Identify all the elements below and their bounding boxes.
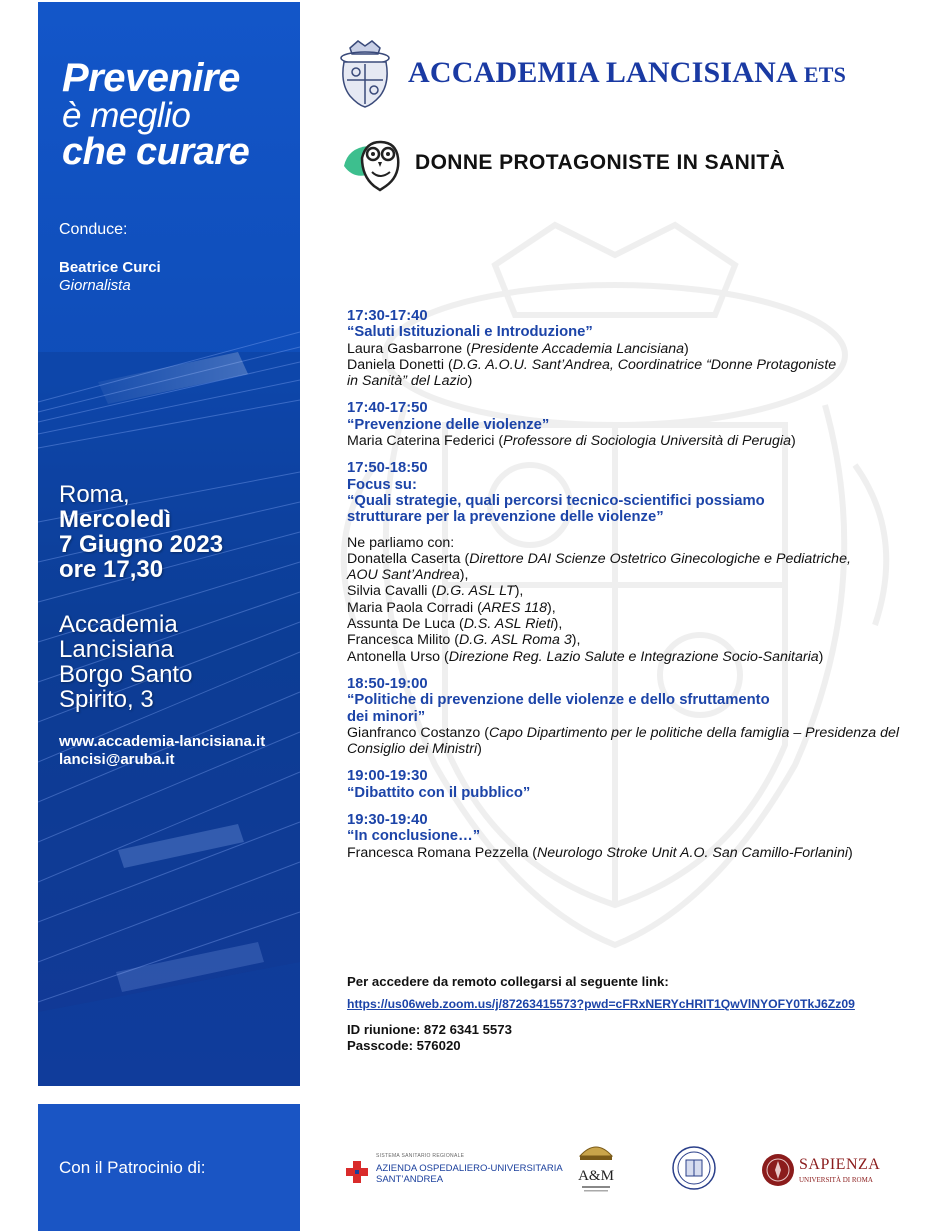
event-title: [62, 58, 249, 171]
session-title: “In conclusione…”: [347, 828, 481, 845]
speaker-role-end: ),: [553, 616, 563, 633]
event-title-line3: che curare: [62, 131, 250, 173]
session-time: 18:50-19:00: [347, 675, 428, 692]
speaker-role-end: ),: [547, 599, 556, 616]
email-link[interactable]: lancisi@aruba.it: [59, 751, 175, 768]
speaker-role-end: ),: [571, 632, 581, 649]
session-title: “Saluti Istituzionali e Introduzione”: [347, 324, 593, 341]
speaker-name: Antonella Urso (: [347, 648, 449, 665]
am-mark-text: A&M: [578, 1168, 614, 1184]
speaker-role: D.G. ASL LT: [436, 583, 515, 600]
speaker-name: Francesca Romana Pezzella (: [347, 844, 538, 861]
program-session-3: [347, 460, 922, 665]
speaker-role-end: ): [684, 340, 689, 357]
project-title: DONNE PROTAGONISTE IN SANITÀ: [415, 151, 786, 174]
speaker-role: Presidente Accademia Lancisiana: [470, 340, 685, 357]
session-time: 17:50-18:50: [347, 460, 428, 477]
speaker-continued: [347, 567, 922, 583]
event-time: ore 17,30: [59, 556, 164, 583]
event-day: 7 Giugno 2023: [59, 531, 224, 558]
speaker-role: D.G. A.O.U. Sant’Andrea, Coordinatrice “Donne Protagoniste: [452, 356, 837, 373]
speaker: [347, 341, 922, 357]
venue-line2: Lancisiana: [59, 636, 174, 663]
session-focus: Focus su:: [347, 476, 417, 493]
logo-accademia-medicina: [574, 1136, 618, 1194]
speaker-continued: [347, 741, 922, 757]
meeting-passcode: Passcode: 576020: [347, 1038, 461, 1053]
program-session-2: [347, 400, 922, 449]
speaker: [347, 583, 922, 599]
speaker-role: Consiglio dei Ministri: [347, 741, 478, 758]
owl-logo-icon: [340, 136, 402, 192]
speaker-role: Professore di Sociologia Università di Perugia: [503, 433, 791, 450]
remote-intro: Per accedere da remoto collegarsi al seguente link:: [347, 974, 669, 989]
speaker-role-end: ): [848, 844, 853, 861]
venue-line3: Borgo Santo: [59, 661, 193, 688]
host-role: Giornalista: [59, 277, 131, 294]
session-time: 17:40-17:50: [347, 400, 428, 417]
sapienza-subtitle: UNIVERSITÀ DI ROMA: [799, 1176, 873, 1184]
session-title-continued: dei minori”: [347, 708, 426, 725]
speaker: [347, 433, 922, 449]
event-date: [59, 482, 223, 582]
program-session-5: [347, 768, 922, 801]
speaker-role: Direzione Reg. Lazio Salute e Integrazione Socio-Sanitaria: [448, 648, 819, 665]
event-title-line1: Prevenire: [62, 56, 240, 100]
patronage-bar: [38, 1104, 300, 1231]
speaker-role: ARES 118: [481, 599, 548, 616]
speaker-name: Donatella Caserta (: [347, 550, 470, 567]
academy-crest-icon: [336, 38, 394, 108]
speaker: [347, 357, 922, 373]
speaker-name: Laura Gasbarrone (: [347, 340, 471, 357]
venue-line4: Spirito, 3: [59, 686, 154, 713]
aou-name-line1: AZIENDA OSPEDALIERO-UNIVERSITARIA: [376, 1163, 563, 1174]
organization-name-text: ACCADEMIA LANCISIANA: [408, 56, 797, 89]
event-venue: [59, 612, 192, 712]
speaker-name: Gianfranco Costanzo (: [347, 724, 489, 741]
speaker-name: Francesca Milito (: [347, 632, 459, 649]
aou-system-label: SISTEMA SANITARIO REGIONALE: [376, 1153, 465, 1159]
session-title: “Politiche di prevenzione delle violenze e dello sfruttamento: [347, 692, 770, 709]
session-title: “Quali strategie, quali percorsi tecnico-scientifici possiamo: [347, 492, 765, 509]
speaker-name: Maria Paola Corradi (: [347, 599, 482, 616]
speaker-role: Neurologo Stroke Unit A.O. San Camillo-Forlanini: [537, 844, 848, 861]
event-weekday: Mercoledì: [59, 506, 172, 533]
session-title: “Prevenzione delle violenze”: [347, 416, 550, 433]
speaker-role: AOU Sant’Andrea: [347, 567, 460, 584]
speaker-continued: [347, 373, 922, 389]
speaker: [347, 616, 922, 632]
speaker-role: Capo Dipartimento per le politiche della famiglia – Presidenza del: [488, 724, 900, 741]
meeting-id: ID riunione: 872 6341 5573: [347, 1022, 512, 1037]
panel-intro: Ne parliamo con:: [347, 534, 455, 551]
sidebar-panel: [38, 2, 300, 1086]
aou-name-line2: SANT’ANDREA: [376, 1174, 444, 1185]
website-link[interactable]: www.accademia-lancisiana.it: [59, 733, 266, 750]
session-title: “Dibattito con il pubblico”: [347, 784, 531, 801]
contacts: [59, 733, 265, 769]
speaker-role-end: ): [790, 433, 796, 450]
session-time: 19:00-19:30: [347, 768, 428, 785]
speaker-role: in Sanità” del Lazio: [347, 373, 468, 390]
red-cross-icon: [346, 1161, 368, 1183]
event-city: Roma,: [59, 481, 130, 508]
patronage-label: Con il Patrocinio di:: [59, 1158, 206, 1177]
speaker-role-end: ),: [459, 567, 469, 584]
speaker-name: Daniela Donetti (: [347, 356, 453, 373]
program: [347, 308, 922, 872]
speaker-name: Maria Caterina Federici (: [347, 433, 504, 450]
speaker-role: Direttore DAI Scienze Ostetrico Ginecologiche e Pediatriche,: [469, 550, 851, 567]
sapienza-name: SAPIENZA: [799, 1156, 881, 1173]
speaker-role-end: ): [467, 373, 473, 390]
speaker: [347, 632, 922, 648]
speaker: [347, 725, 922, 741]
speaker-role: D.G. ASL Roma 3: [458, 632, 572, 649]
host-label: Conduce:: [59, 221, 128, 238]
program-session-1: [347, 308, 922, 389]
session-time: 19:30-19:40: [347, 812, 428, 829]
program-session-6: [347, 812, 922, 861]
host-name: Beatrice Curci: [59, 259, 161, 276]
session-time: 17:30-17:40: [347, 308, 428, 324]
speaker-role: D.S. ASL Rieti: [463, 616, 554, 633]
organization-suffix: ETS: [803, 62, 847, 87]
event-title-line2: è meglio: [62, 96, 191, 135]
logo-sapienza: [761, 1150, 881, 1190]
organization-name: [408, 56, 846, 90]
logo-aou-santandrea: [346, 1150, 563, 1190]
logo-university-seal: [672, 1146, 716, 1190]
sapienza-seal-icon: [761, 1152, 795, 1188]
remote-access: [347, 974, 922, 1054]
speaker: [347, 649, 922, 665]
session-title-continued: strutturare per la prevenzione delle violenze”: [347, 509, 664, 526]
program-session-4: [347, 676, 922, 757]
speaker: [347, 551, 922, 567]
speaker-name: Assunta De Luca (: [347, 616, 464, 633]
speaker: [347, 845, 922, 861]
speaker-name: Silvia Cavalli (: [347, 583, 437, 600]
speaker-role-end: ): [477, 741, 482, 758]
speaker-role-end: ): [818, 648, 824, 665]
speaker: [347, 600, 922, 616]
zoom-link[interactable]: https://us06web.zoom.us/j/87263415573?pwd=cFRxNERYcHRIT1QwVlNYOFY0TkJ6Zz09: [347, 997, 855, 1011]
venue-line1: Accademia: [59, 611, 178, 638]
speaker-role-end: ),: [514, 583, 524, 600]
